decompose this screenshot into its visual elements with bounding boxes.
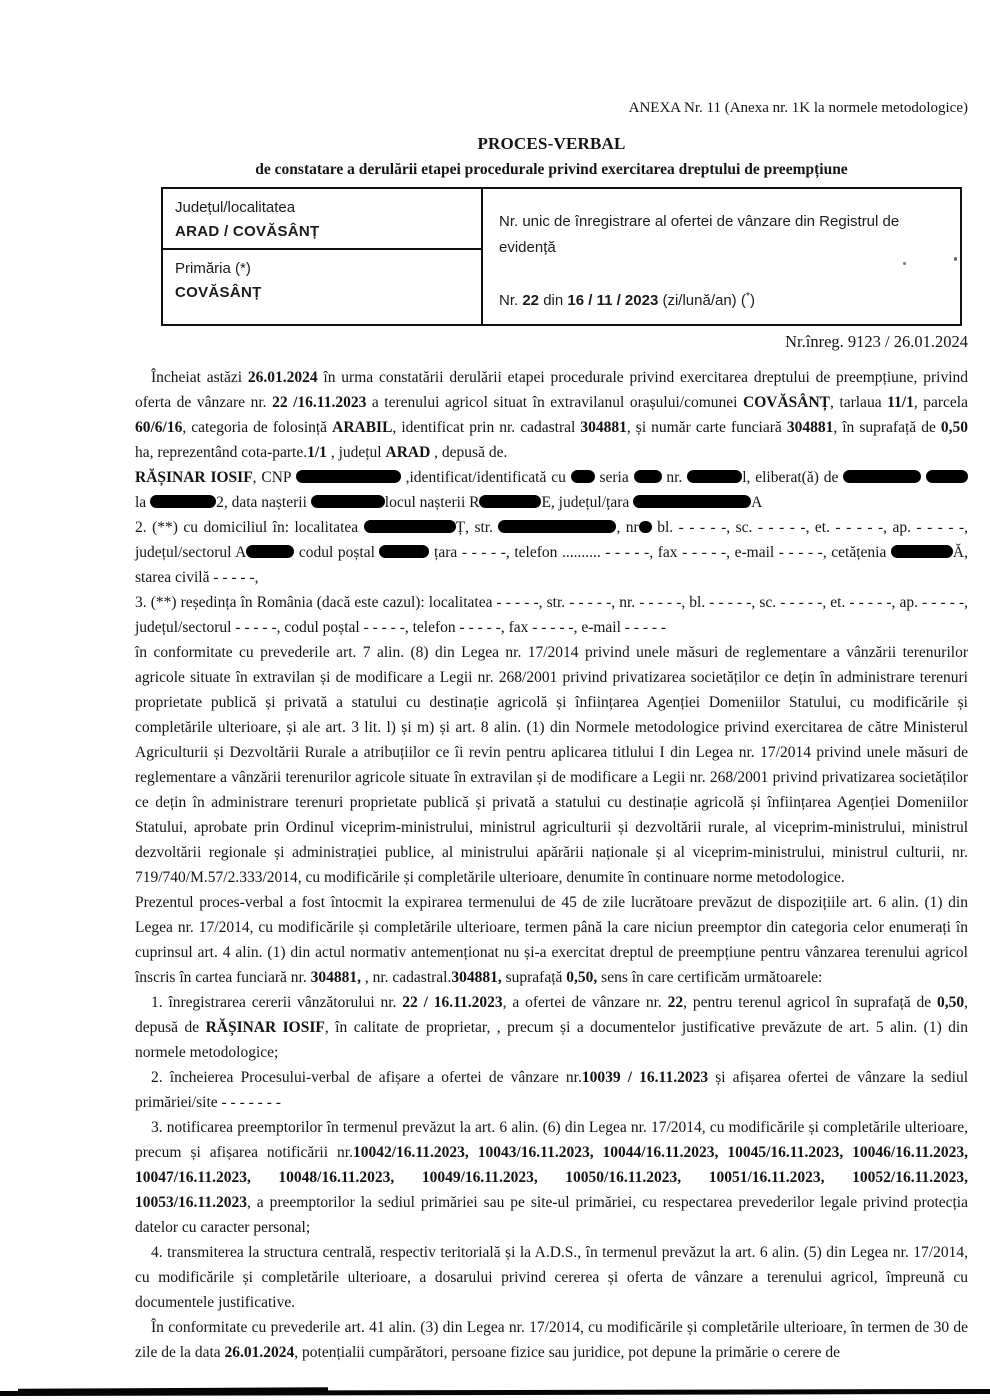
- bold-text: 11/1: [887, 394, 914, 411]
- text-run: , nr: [616, 519, 639, 536]
- primaria-value: COVĂSÂNȚ: [175, 284, 262, 301]
- text-run: , nr. cadastral.: [360, 969, 452, 986]
- bold-text: 22: [522, 292, 540, 309]
- text-run: , CNP: [252, 469, 296, 486]
- text-run: ): [749, 292, 755, 309]
- text-run: l, eliberat(ă) de: [742, 469, 844, 486]
- text-run: , parcela: [913, 394, 968, 411]
- text-run: Ț, str.: [455, 519, 499, 536]
- text-run: , în calitate de proprietar, , precum și a documentelor justificative prevăzute de art. 5 alin. (1) din normele metodologice;: [135, 1019, 968, 1061]
- redaction-box: [634, 470, 662, 483]
- redaction-box: [246, 545, 294, 558]
- text-run: Nr.: [499, 292, 523, 309]
- text-run: 3. (**) reședința în România (dacă este cazul): localitatea - - - - -, str. - - - - -, nr. - - - - -, bl. - - - - -, sc. - - - - -, et. - - - - -, ap. - - - - -, județul/sectorul - - - - -, codul poștal - - - - -, telefon - - - - -, fax - - - - -, e-mail - - - - -: [135, 594, 968, 636]
- bold-text: 10039 / 16.11.2023: [581, 1069, 709, 1086]
- text-run: din: [539, 292, 568, 309]
- redaction-box: [311, 495, 385, 508]
- text-run: , pentru terenul agricol în suprafață de: [683, 994, 937, 1011]
- text-run: A: [751, 494, 763, 511]
- text-run: sens în care certificăm următoarele:: [597, 969, 823, 986]
- text-run: , a ofertei de vânzare nr.: [502, 994, 668, 1011]
- text-run: și afișarea ofertei de vânzare la sediul primăriei/site - - - - - - -: [135, 1069, 969, 1111]
- paragraph-resedinta: [135, 590, 968, 640]
- redaction-box: [639, 521, 652, 533]
- text-run: *: [745, 290, 750, 302]
- bold-text: 16 / 11 / 2023: [567, 292, 659, 309]
- table-cell-registration: [483, 189, 960, 324]
- bold-text: 304881: [580, 419, 627, 436]
- text-run: 1. înregistrarea cererii vânzătorului nr.: [151, 994, 403, 1011]
- info-table: [161, 187, 962, 326]
- primaria-label: Primăria (*): [175, 260, 251, 277]
- scan-speck: [954, 257, 957, 261]
- text-run: codul poștal: [294, 544, 380, 561]
- registration-value: [499, 288, 946, 314]
- table-cell-primaria: [163, 250, 481, 309]
- text-run: , identificat prin nr. cadastral: [392, 419, 581, 436]
- text-run: , depusă de: [135, 994, 968, 1036]
- text-run: a terenului agricol situat în extravilanul orașului/comunei: [366, 394, 743, 411]
- text-run: ha, reprezentând cota-parte.: [135, 444, 308, 461]
- text-run: bl. - - - - -, sc. - - - - -, et. - - - - -, ap. - - - - -, județul/sectorul A: [135, 519, 968, 561]
- text-run: seria: [594, 469, 634, 486]
- redaction-box: [296, 470, 401, 483]
- document-content: [135, 0, 968, 1365]
- text-run: 2, data nașterii: [216, 494, 311, 511]
- text-run: , și număr carte funciară: [626, 419, 787, 436]
- document-body: [135, 365, 968, 1365]
- judet-value: ARAD / COVĂSÂNȚ: [175, 223, 320, 240]
- bold-text: 304881: [786, 419, 834, 436]
- paragraph-temei-legal: [135, 640, 968, 890]
- text-run: locul nașterii R: [384, 494, 480, 511]
- text-run: , în suprafață de: [833, 419, 941, 436]
- paragraph-vanzator: [135, 465, 968, 515]
- text-run: Încheiat astăzi: [151, 369, 248, 386]
- anexa-note: ANEXA Nr. 11 (Anexa nr. 1K la normele metodologice): [628, 100, 968, 116]
- paragraph-prezentul: [135, 890, 968, 990]
- text-run: ,identificat/identificată cu: [400, 469, 571, 486]
- registry-number: Nr.înreg. 9123 / 26.01.2024: [785, 332, 968, 351]
- paragraph-incheiat: [135, 365, 968, 465]
- paragraph-item-1: [135, 990, 968, 1065]
- text-run: , potențialii cumpărători, persoane fizice sau juridice, pot depune la primărie o cerere de: [294, 1344, 840, 1361]
- redaction-box: [379, 545, 429, 558]
- bold-text: COVĂSÂNȚ: [743, 394, 830, 411]
- bold-text: 22: [667, 994, 684, 1011]
- text-run: Prezentul proces-verbal a fost întocmit la expirarea termenului de 45 de zile lucrătoare prevăzut de dispozițiile art. 6 alin. (1) din Legea nr. 17/2014, cu modificările și completările ulterioare, termen până la care niciun preemptor din categoria celor enumerați în cuprinsul art. 4 alin. (1) din actul normativ antemenționat nu și-a exercitat dreptul de preempțiune pentru vânzarea terenului agricol înscris în cartea funciară nr.: [135, 894, 968, 986]
- bold-text: 26.01.2024: [247, 369, 318, 386]
- bold-text: 26.01.2024: [224, 1344, 295, 1361]
- bold-text: RĂȘINAR IOSIF: [135, 469, 253, 486]
- paragraph-item-2: [135, 1065, 968, 1115]
- text-run: În conformitate cu prevederile art. 41 alin. (3) din Legea nr. 17/2014, cu modificările și completările ulterioare, în termen de 30 de zile de la data: [135, 1319, 968, 1361]
- redaction-box: [150, 495, 216, 508]
- bold-text: ARAD: [385, 444, 431, 461]
- bold-text: 0,50,: [566, 969, 598, 986]
- redaction-box: [364, 520, 456, 533]
- redaction-box: [633, 495, 751, 508]
- table-cell-judet: [163, 189, 481, 250]
- page-scan-edge: [0, 1389, 990, 1396]
- text-run: suprafață: [501, 969, 567, 986]
- redaction-box: [571, 470, 595, 483]
- text-run: în conformitate cu prevederile art. 7 alin. (8) din Legea nr. 17/2014 privind unele măsuri de reglementare a vânzării terenurilor agricole situate în extravilan și de modificare a Legii nr. 268/2001 privind privatizarea societăților ce dețin în administrare terenuri proprietate publică și privată a statului cu destinație agricolă și înființarea Agenției Domeniilor Statului, cu modificările și completările ulterioare, și ale art. 3 lit. l) și m) și art. 8 alin. (1) din Normele metodologice privind exercitarea de către Ministerul Agriculturii și Dezvoltării Rurale a atribuțiilor ce îi revin pentru aplicarea titlului I din Legea nr. 17/2014 privind unele măsuri de reglementare a vânzării terenurilor agricole situate în extravilan și de modificare a Legii nr. 268/2001 privind privatizarea societăților ce dețin în administrare terenuri proprietate publică și privată a statului cu destinație agricolă și înființarea Agenției Domeniilor Statului, aprobate prin Ordinul viceprim-ministrului, ministrul agriculturii și dezvoltării rurale, al viceprim-ministrului, ministrul dezvoltării regionale și administrației publice, al ministrului apărării naționale și al viceprim-ministrului, ministrul culturii, nr. 719/740/M.57/2.333/2014, cu modificările și completările ulterioare, denumite în continuare norme metodologice.: [135, 644, 968, 886]
- text-run: (zi/lună/an) (: [658, 292, 746, 309]
- text-run: nr.: [661, 469, 688, 486]
- text-run: , categoria de folosință: [182, 419, 333, 436]
- bold-text: 22 /16.11.2023: [272, 394, 367, 411]
- text-run: , a preemptorilor la sediul primăriei sau pe site-ul primăriei, cu respectarea prevederilor legale privind protecția datelor cu caracter personal;: [135, 1194, 968, 1236]
- scan-speck: [903, 262, 906, 265]
- redaction-box: [479, 495, 541, 508]
- text-run: E, județul/țara: [541, 494, 634, 511]
- text-run: 2. încheierea Procesului-verbal de afișare a ofertei de vânzare nr.: [151, 1069, 582, 1086]
- page-title: PROCES-VERBAL: [477, 134, 626, 153]
- redaction-box: [498, 520, 616, 533]
- text-run: , județul: [326, 444, 386, 461]
- bold-text: 0,50: [940, 419, 969, 436]
- text-run: la: [135, 494, 151, 511]
- bold-text: 0,50: [937, 994, 965, 1011]
- text-run: 4. transmiterea la structura centrală, respectiv teritorială și la A.D.S., în termenul prevăzut la art. 6 alin. (5) din Legea nr. 17/2014, cu modificările și completările ulterioare, a dosarului privind cererea și oferta de vânzare a terenului agricol, împreună cu documentele justificative.: [135, 1244, 968, 1311]
- info-table-left-column: [163, 189, 483, 324]
- redaction-box: [926, 470, 968, 483]
- bold-text: 1/1: [307, 444, 327, 461]
- judet-label: Județul/localitatea: [175, 199, 296, 216]
- bold-text: 22 / 16.11.2023: [402, 994, 503, 1011]
- paragraph-item-3: [135, 1115, 968, 1240]
- text-run: în urma constatării derulării etapei procedurale privind exercitarea dreptului de preempțiune, privind oferta de vânzare nr.: [135, 369, 968, 411]
- redaction-box: [891, 545, 953, 558]
- redaction-box: [843, 470, 921, 483]
- paragraph-final: [135, 1315, 968, 1365]
- bold-text: 304881,: [310, 969, 361, 986]
- paragraph-item-4: [135, 1240, 968, 1315]
- text-run: 2. (**) cu domiciliul în: localitatea: [135, 519, 364, 536]
- bold-text: 60/6/16: [135, 419, 183, 436]
- text-run: , tarlaua: [829, 394, 888, 411]
- bold-text: ARABIL: [332, 419, 393, 436]
- bold-text: RĂȘINAR IOSIF: [205, 1019, 325, 1036]
- text-run: Ă, starea civilă - - - - -,: [135, 544, 968, 586]
- text-run: țara - - - - -, telefon .......... - - - - -, fax - - - - -, e-mail - - - - -, cetățenia: [429, 544, 891, 561]
- bold-text: 10042/16.11.2023, 10043/16.11.2023, 10044/16.11.2023, 10045/16.11.2023, 10046/16.11.2023, 10047/16.11.2023, 10048/16.11.2023, 10049/16.11.2023, 10050/16.11.2023, 10051/16.11.2023, 10052/16.11.2023, 10053/16.11.2023: [135, 1144, 968, 1211]
- paragraph-domiciliu: [135, 515, 968, 590]
- text-run: , depusă de.: [430, 444, 508, 461]
- bold-text: 304881,: [451, 969, 502, 986]
- registration-label: Nr. unic de înregistrare al ofertei de vânzare din Registrul de evidență: [499, 213, 900, 256]
- page-subtitle: de constatare a derulării etapei procedurale privind exercitarea dreptului de preempțiune: [255, 161, 848, 178]
- text-run: 3. notificarea preemptorilor în termenul prevăzut la art. 6 alin. (6) din Legea nr. 17/2014, cu modificările și completările ulterioare, precum și afișarea notificării nr.: [135, 1119, 968, 1161]
- redaction-box: [687, 470, 742, 483]
